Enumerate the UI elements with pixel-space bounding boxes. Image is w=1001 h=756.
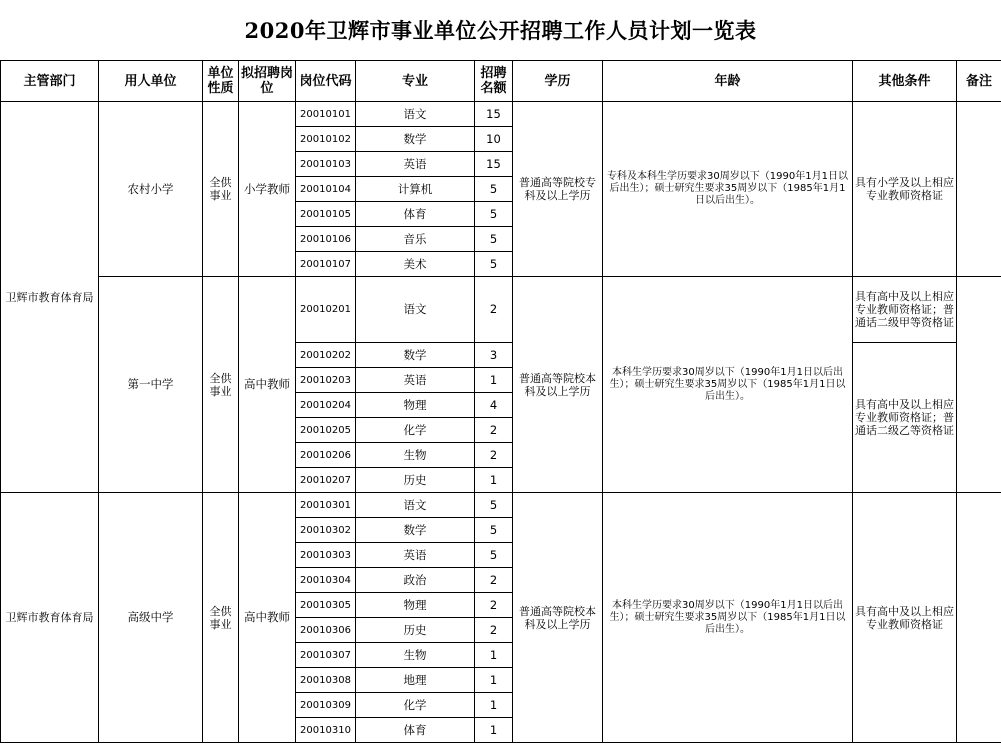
count-cell: 15 bbox=[475, 102, 513, 127]
header-count: 招聘名额 bbox=[475, 61, 513, 102]
header-age: 年龄 bbox=[603, 61, 853, 102]
post-cell: 小学教师 bbox=[239, 102, 296, 277]
header-code: 岗位代码 bbox=[296, 61, 356, 102]
count-cell: 15 bbox=[475, 152, 513, 177]
major-cell: 语文 bbox=[356, 493, 475, 518]
unit-cell: 高级中学 bbox=[99, 493, 203, 743]
header-dept: 主管部门 bbox=[1, 61, 99, 102]
note-cell bbox=[957, 102, 1001, 277]
count-cell: 5 bbox=[475, 227, 513, 252]
header-note: 备注 bbox=[957, 61, 1001, 102]
major-cell: 计算机 bbox=[356, 177, 475, 202]
count-cell: 3 bbox=[475, 343, 513, 368]
count-cell: 2 bbox=[475, 418, 513, 443]
major-cell: 数学 bbox=[356, 127, 475, 152]
nature-cell: 全供事业 bbox=[203, 277, 239, 493]
code-cell: 20010302 bbox=[296, 518, 356, 543]
age-cell: 专科及本科生学历要求30周岁以下（1990年1月1日以后出生）；硕士研究生要求35周岁以下（1985年1月1日以后出生）。 bbox=[603, 102, 853, 277]
major-cell: 生物 bbox=[356, 443, 475, 468]
major-cell: 体育 bbox=[356, 718, 475, 743]
code-cell: 20010307 bbox=[296, 643, 356, 668]
major-cell: 语文 bbox=[356, 102, 475, 127]
count-cell: 1 bbox=[475, 643, 513, 668]
header-other: 其他条件 bbox=[853, 61, 957, 102]
code-cell: 20010310 bbox=[296, 718, 356, 743]
code-cell: 20010101 bbox=[296, 102, 356, 127]
count-cell: 5 bbox=[475, 518, 513, 543]
count-cell: 4 bbox=[475, 393, 513, 418]
major-cell: 物理 bbox=[356, 393, 475, 418]
count-cell: 5 bbox=[475, 202, 513, 227]
count-cell: 2 bbox=[475, 443, 513, 468]
header-unit: 用人单位 bbox=[99, 61, 203, 102]
count-cell: 5 bbox=[475, 252, 513, 277]
count-cell: 1 bbox=[475, 468, 513, 493]
count-cell: 1 bbox=[475, 368, 513, 393]
header-row bbox=[1, 61, 1001, 102]
count-cell: 2 bbox=[475, 277, 513, 343]
code-cell: 20010102 bbox=[296, 127, 356, 152]
code-cell: 20010303 bbox=[296, 543, 356, 568]
other-cell: 具有高中及以上相应专业教师资格证；普通话二级乙等资格证 bbox=[853, 343, 957, 493]
page-title: 2020年卫辉市事业单位公开招聘工作人员计划一览表 bbox=[0, 0, 1001, 61]
table-row bbox=[1, 102, 1001, 127]
edu-cell: 普通高等院校本科及以上学历 bbox=[513, 277, 603, 493]
other-cell: 具有高中及以上相应专业教师资格证 bbox=[853, 493, 957, 743]
note-cell bbox=[957, 493, 1001, 743]
count-cell: 10 bbox=[475, 127, 513, 152]
age-cell: 本科生学历要求30周岁以下（1990年1月1日以后出生）；硕士研究生要求35周岁以下（1985年1月1日以后出生）。 bbox=[603, 493, 853, 743]
major-cell: 语文 bbox=[356, 277, 475, 343]
major-cell: 体育 bbox=[356, 202, 475, 227]
code-cell: 20010104 bbox=[296, 177, 356, 202]
note-cell bbox=[957, 277, 1001, 493]
code-cell: 20010202 bbox=[296, 343, 356, 368]
major-cell: 美术 bbox=[356, 252, 475, 277]
major-cell: 音乐 bbox=[356, 227, 475, 252]
count-cell: 2 bbox=[475, 593, 513, 618]
code-cell: 20010201 bbox=[296, 277, 356, 343]
code-cell: 20010305 bbox=[296, 593, 356, 618]
count-cell: 5 bbox=[475, 493, 513, 518]
code-cell: 20010304 bbox=[296, 568, 356, 593]
major-cell: 地理 bbox=[356, 668, 475, 693]
other-cell: 具有小学及以上相应专业教师资格证 bbox=[853, 102, 957, 277]
major-cell: 数学 bbox=[356, 343, 475, 368]
nature-cell: 全供事业 bbox=[203, 493, 239, 743]
count-cell: 2 bbox=[475, 618, 513, 643]
code-cell: 20010301 bbox=[296, 493, 356, 518]
code-cell: 20010103 bbox=[296, 152, 356, 177]
code-cell: 20010105 bbox=[296, 202, 356, 227]
table-row bbox=[1, 493, 1001, 518]
major-cell: 历史 bbox=[356, 618, 475, 643]
count-cell: 2 bbox=[475, 568, 513, 593]
code-cell: 20010106 bbox=[296, 227, 356, 252]
major-cell: 历史 bbox=[356, 468, 475, 493]
age-cell: 本科生学历要求30周岁以下（1990年1月1日以后出生）；硕士研究生要求35周岁以下（1985年1月1日以后出生）。 bbox=[603, 277, 853, 493]
code-cell: 20010204 bbox=[296, 393, 356, 418]
major-cell: 化学 bbox=[356, 418, 475, 443]
header-nature: 单位性质 bbox=[203, 61, 239, 102]
major-cell: 政治 bbox=[356, 568, 475, 593]
code-cell: 20010203 bbox=[296, 368, 356, 393]
code-cell: 20010306 bbox=[296, 618, 356, 643]
dept-cell: 卫辉市教育体育局 bbox=[1, 493, 99, 743]
post-cell: 高中教师 bbox=[239, 493, 296, 743]
major-cell: 英语 bbox=[356, 543, 475, 568]
header-major: 专业 bbox=[356, 61, 475, 102]
code-cell: 20010309 bbox=[296, 693, 356, 718]
code-cell: 20010207 bbox=[296, 468, 356, 493]
header-post: 拟招聘岗位 bbox=[239, 61, 296, 102]
post-cell: 高中教师 bbox=[239, 277, 296, 493]
count-cell: 1 bbox=[475, 718, 513, 743]
major-cell: 生物 bbox=[356, 643, 475, 668]
header-edu: 学历 bbox=[513, 61, 603, 102]
count-cell: 5 bbox=[475, 177, 513, 202]
unit-cell: 农村小学 bbox=[99, 102, 203, 277]
recruitment-table bbox=[0, 60, 1001, 743]
count-cell: 1 bbox=[475, 693, 513, 718]
code-cell: 20010205 bbox=[296, 418, 356, 443]
major-cell: 物理 bbox=[356, 593, 475, 618]
table-row bbox=[1, 277, 1001, 343]
code-cell: 20010107 bbox=[296, 252, 356, 277]
edu-cell: 普通高等院校本科及以上学历 bbox=[513, 493, 603, 743]
code-cell: 20010206 bbox=[296, 443, 356, 468]
other-cell: 具有高中及以上相应专业教师资格证；普通话二级甲等资格证 bbox=[853, 277, 957, 343]
major-cell: 数学 bbox=[356, 518, 475, 543]
edu-cell: 普通高等院校专科及以上学历 bbox=[513, 102, 603, 277]
count-cell: 1 bbox=[475, 668, 513, 693]
dept-cell: 卫辉市教育体育局 bbox=[1, 102, 99, 493]
count-cell: 5 bbox=[475, 543, 513, 568]
major-cell: 英语 bbox=[356, 368, 475, 393]
major-cell: 英语 bbox=[356, 152, 475, 177]
code-cell: 20010308 bbox=[296, 668, 356, 693]
major-cell: 化学 bbox=[356, 693, 475, 718]
nature-cell: 全供事业 bbox=[203, 102, 239, 277]
unit-cell: 第一中学 bbox=[99, 277, 203, 493]
